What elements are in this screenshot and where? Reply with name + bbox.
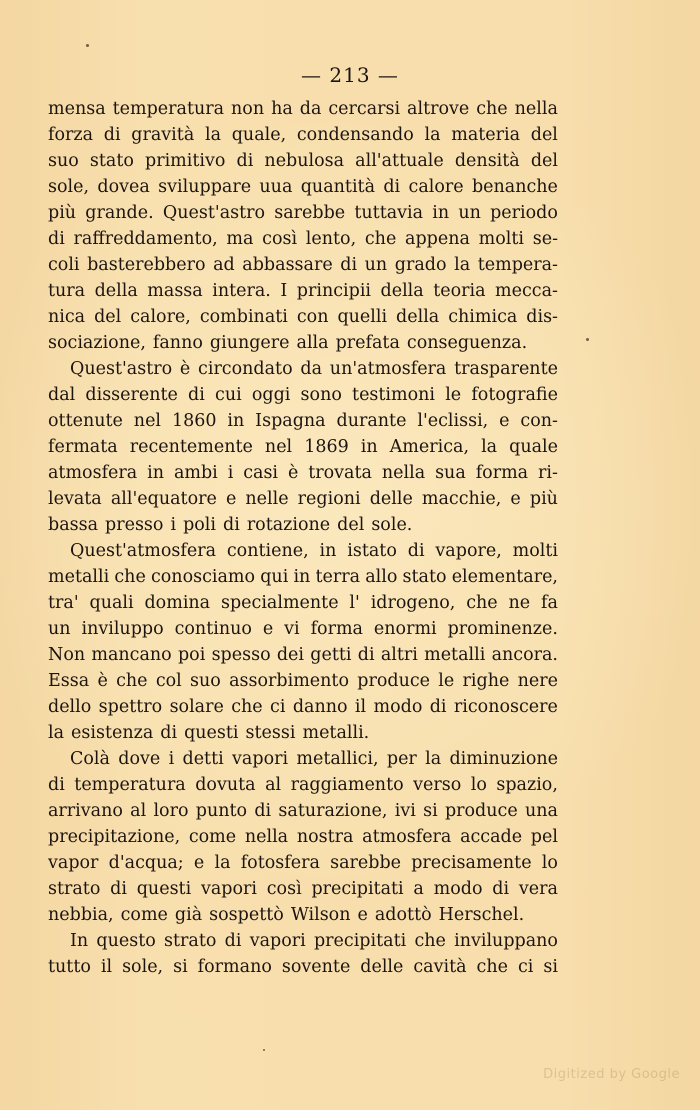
text-line: sole, dovea sviluppare uua quantità di calore benanche	[48, 177, 558, 197]
text-line: sociazione, fanno giungere alla prefata conseguenza.	[48, 333, 528, 353]
text-line: arrivano al loro punto di saturazione, ivi si produce una	[48, 801, 558, 821]
ink-speck	[586, 338, 589, 341]
text-line: In questo strato di vapori precipitati che inviluppano	[70, 931, 558, 951]
text-line: nica del calore, combinati con quelli della chimica dis-	[48, 307, 558, 327]
text-line: Quest'astro è circondato da un'atmosfera trasparente	[70, 359, 558, 379]
body-text	[48, 96, 558, 980]
text-line: un inviluppo continuo e vi forma enormi prominenze.	[48, 619, 558, 639]
page-number: — 213 —	[301, 63, 399, 87]
text-line: suo stato primitivo di nebulosa all'attuale densità del	[48, 151, 558, 171]
text-line: metalli che conosciamo qui in terra allo stato elementare,	[48, 567, 558, 587]
text-line: Non mancano poi spesso dei getti di altri metalli ancora.	[48, 645, 558, 665]
text-line: bassa presso i poli di rotazione del sole.	[48, 515, 413, 535]
text-line: ottenute nel 1860 in Ispagna durante l'eclissi, e con-	[48, 411, 558, 431]
text-line: più grande. Quest'astro sarebbe tuttavia in un periodo	[48, 203, 558, 223]
text-line: mensa temperatura non ha da cercarsi altrove che nella	[48, 99, 558, 119]
watermark: Digitized by Google	[543, 1067, 680, 1082]
text-line: strato di questi vapori così precipitati a modo di vera	[48, 879, 558, 899]
text-line: nebbia, come già sospettò Wilson e adottò Herschel.	[48, 905, 525, 925]
text-line: Essa è che col suo assorbimento produce le righe nere	[48, 671, 558, 691]
ink-speck	[263, 1049, 265, 1051]
text-line: fermata recentemente nel 1869 in America, la quale	[48, 437, 558, 457]
text-line: coli basterebbero ad abbassare di un grado la tempera-	[48, 255, 558, 275]
text-line: di temperatura dovuta al raggiamento verso lo spazio,	[48, 775, 558, 795]
text-line: tra' quali domina specialmente l' idrogeno, che ne fa	[48, 593, 558, 613]
text-line: Quest'atmosfera contiene, in istato di vapore, molti	[70, 541, 558, 561]
text-line: di raffreddamento, ma così lento, che appena molti se-	[48, 229, 558, 249]
text-line: Colà dove i detti vapori metallici, per la diminuzione	[70, 749, 558, 769]
text-line: vapor d'acqua; e la fotosfera sarebbe precisamente lo	[48, 853, 558, 873]
text-line: atmosfera in ambi i casi è trovata nella sua forma ri-	[48, 463, 558, 483]
text-line: la esistenza di questi stessi metalli.	[48, 723, 370, 743]
text-line: levata all'equatore e nelle regioni delle macchie, e più	[48, 489, 558, 509]
text-line: tura della massa intera. I principii della teoria mecca-	[48, 281, 558, 301]
paragraph	[48, 96, 558, 356]
paragraph	[48, 928, 558, 980]
text-line: precipitazione, come nella nostra atmosfera accade pel	[48, 827, 558, 847]
text-line: dello spettro solare che ci danno il modo di riconoscere	[48, 697, 558, 717]
text-line: dal disserente di cui oggi sono testimoni le fotografie	[48, 385, 558, 405]
ink-speck	[86, 44, 89, 47]
text-line: tutto il sole, si formano sovente delle cavità che ci si	[48, 957, 558, 977]
text-line: forza di gravità la quale, condensando la materia del	[48, 125, 558, 145]
paragraph	[48, 356, 558, 538]
paragraph	[48, 538, 558, 746]
paragraph	[48, 746, 558, 928]
